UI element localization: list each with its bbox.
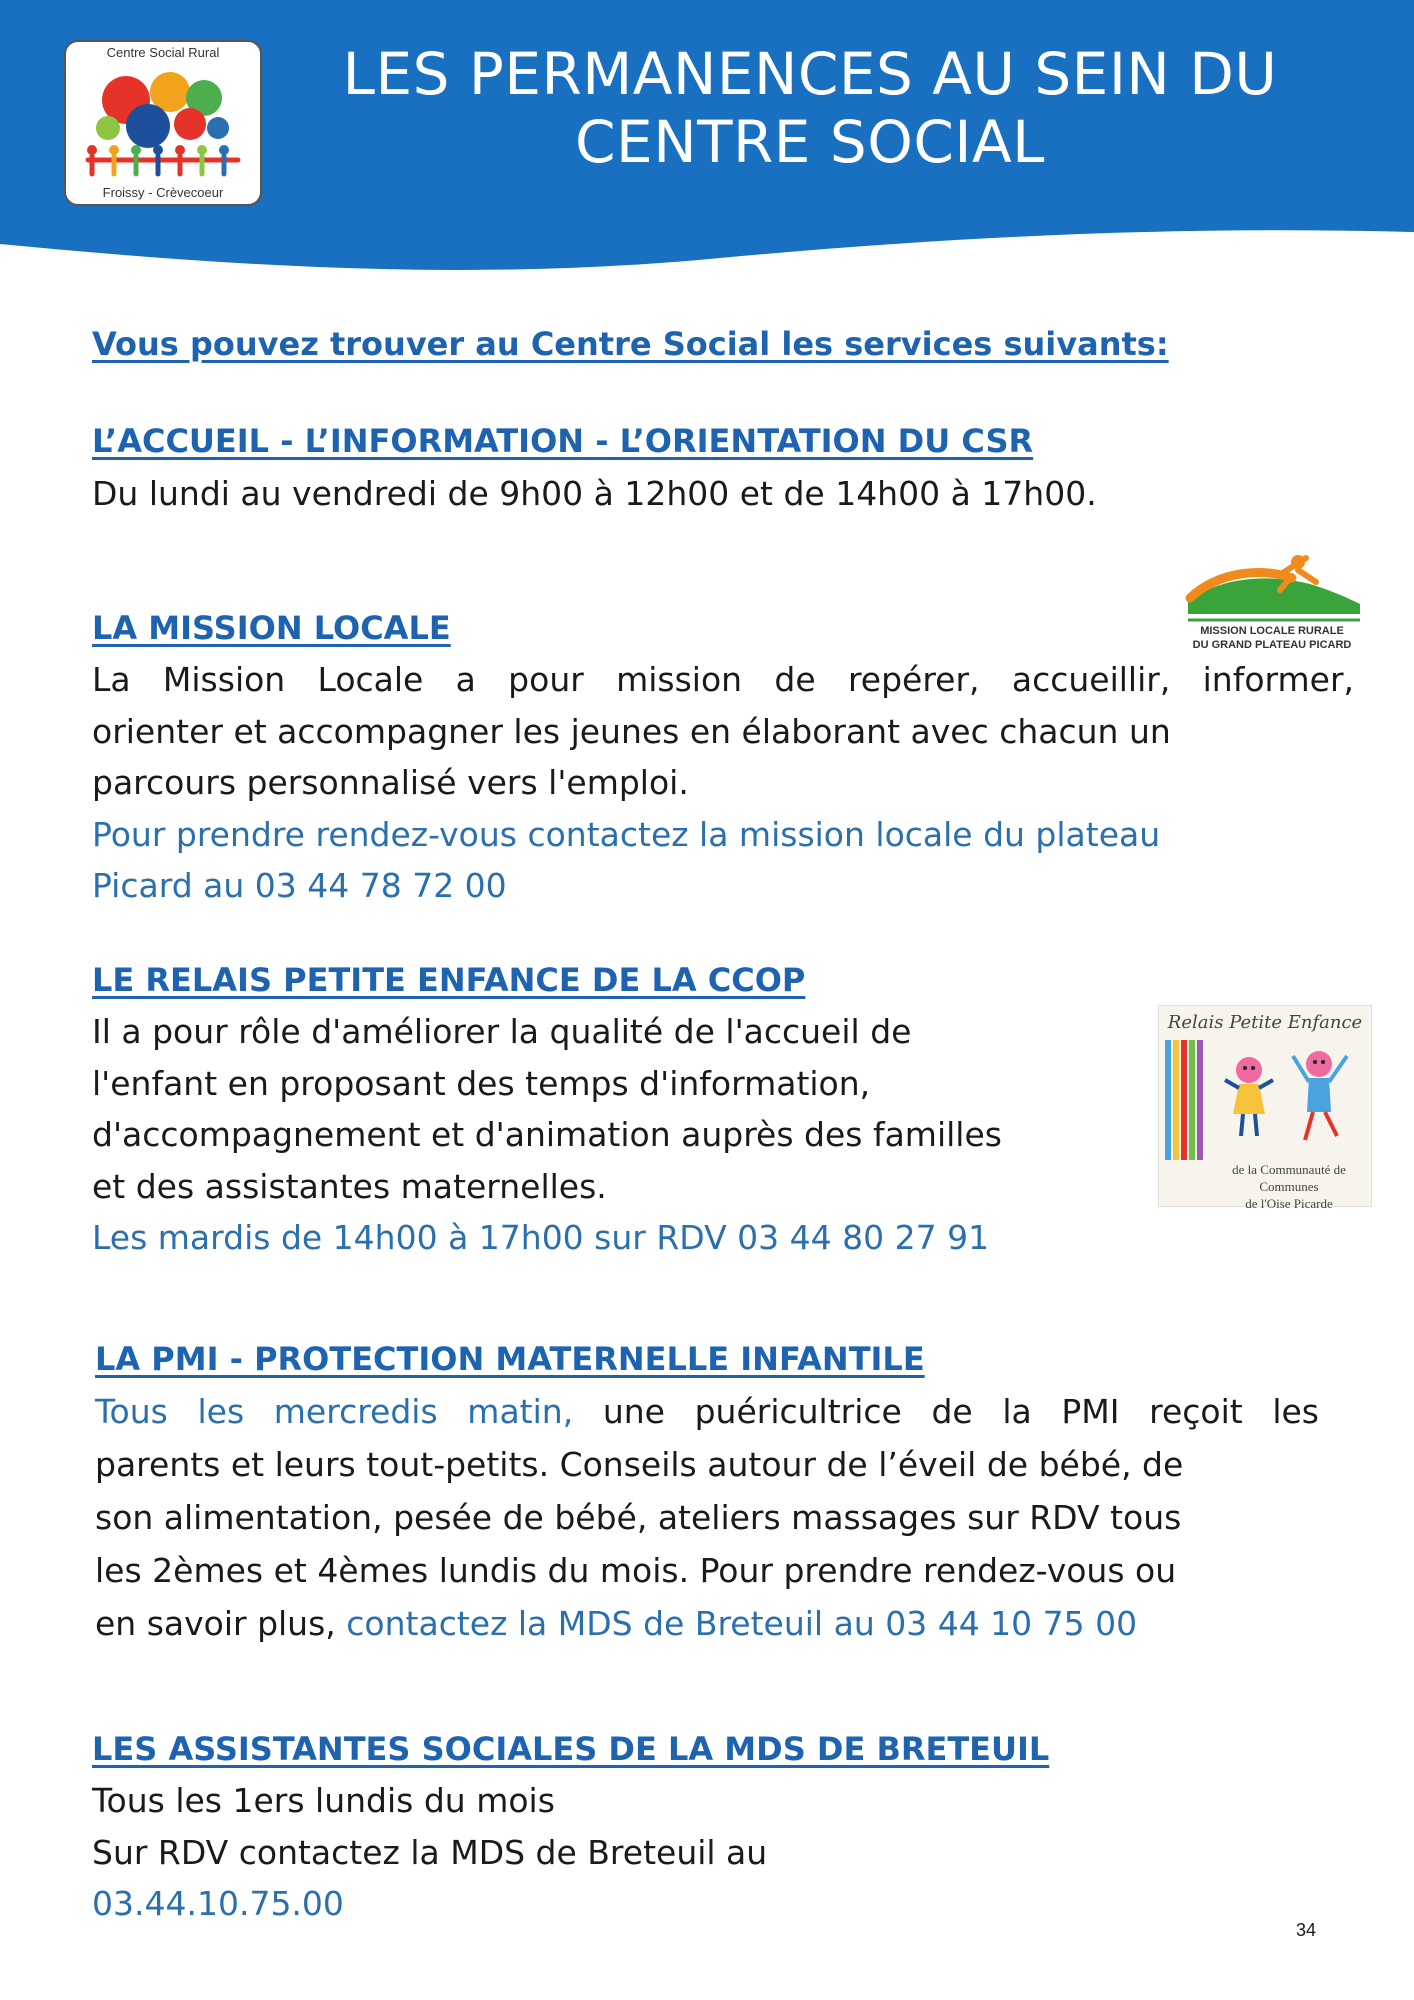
pmi-text	[95, 1385, 1319, 1650]
pmi-line-2: parents et leurs tout-petits. Conseils autour de l’éveil de bébé, de	[95, 1445, 1184, 1484]
centre-social-logo	[64, 40, 262, 206]
mission-locale-text	[92, 654, 1354, 912]
page-title-line-2: CENTRE SOCIAL	[575, 108, 1045, 176]
accueil-text	[92, 468, 1354, 520]
pmi-contact: contactez la MDS de Breteuil au 03 44 10 75 00	[346, 1604, 1138, 1643]
relais-logo-subtitle	[1209, 1161, 1369, 1212]
mission-locale-line-3: parcours personnalisé vers l'emploi.	[92, 763, 689, 802]
children-drawing-art	[1159, 1036, 1371, 1166]
page-number: 34	[1296, 1920, 1317, 1940]
assistantes-text	[92, 1775, 1354, 1930]
pmi-line-1-rest: une puéricultrice de la PMI reçoit les	[573, 1392, 1319, 1431]
pmi-line-5	[95, 1597, 1319, 1650]
accueil-heading: L’ACCUEIL - L’INFORMATION - L’ORIENTATION DU CSR	[92, 422, 1034, 460]
relais-petite-enfance-logo	[1158, 1005, 1372, 1211]
mission-locale-contact-line-2: Picard au 03 44 78 72 00	[92, 866, 507, 905]
intro-heading: Vous pouvez trouver au Centre Social les services suivants:	[92, 325, 1169, 363]
relais-line-1: Il a pour rôle d'améliorer la qualité de l'accueil de	[92, 1012, 912, 1051]
mission-locale-logo-text	[1180, 624, 1364, 652]
pmi-line-4: les 2èmes et 4èmes lundis du mois. Pour prendre rendez-vous ou	[95, 1551, 1177, 1590]
pmi-line-3: son alimentation, pesée de bébé, ateliers massages sur RDV tous	[95, 1498, 1182, 1537]
mission-locale-logo-line-1: MISSION LOCALE RURALE	[1200, 625, 1344, 637]
assistantes-heading: LES ASSISTANTES SOCIALES DE LA MDS DE BRETEUIL	[92, 1730, 1050, 1768]
relais-logo-sub-line-1: de la Communauté de Communes	[1232, 1162, 1346, 1194]
pmi-schedule: Tous les mercredis matin,	[95, 1392, 574, 1431]
hands-children-logo-art	[78, 64, 248, 180]
mission-locale-logo-art	[1180, 548, 1364, 624]
relais-line-3: d'accompagnement et d'animation auprès des familles	[92, 1115, 1002, 1154]
pmi-heading: LA PMI - PROTECTION MATERNELLE INFANTILE	[95, 1340, 925, 1378]
mission-locale-heading: LA MISSION LOCALE	[92, 609, 451, 647]
relais-line-4: et des assistantes maternelles.	[92, 1166, 607, 1206]
mission-locale-contact-line-1: Pour prendre rendez-vous contactez la mission locale du plateau	[92, 814, 1161, 854]
mission-locale-line-1: La Mission Locale a pour mission de repérer, accueillir, informer,	[92, 660, 1354, 699]
relais-line-2: l'enfant en proposant des temps d'information,	[92, 1063, 871, 1103]
relais-logo-sub-line-2: de l'Oise Picarde	[1245, 1196, 1333, 1211]
mission-locale-logo	[1180, 548, 1364, 660]
mission-locale-logo-line-2: DU GRAND PLATEAU PICARD	[1192, 639, 1352, 651]
logo-bottom-text: Froissy - Crèvecoeur	[102, 185, 224, 200]
accueil-line-1: Du lundi au vendredi de 9h00 à 12h00 et de 14h00 à 17h00.	[92, 474, 1097, 513]
pmi-last-line-start: en savoir plus,	[95, 1604, 347, 1643]
assistantes-line-2: Sur RDV contactez la MDS de Breteuil au	[92, 1832, 768, 1872]
relais-text	[92, 1006, 1132, 1264]
logo-top-text: Centre Social Rural	[106, 45, 220, 60]
relais-heading: LE RELAIS PETITE ENFANCE DE LA CCOP	[92, 961, 806, 999]
mission-locale-line-2: orienter et accompagner les jeunes en élaborant avec chacun un	[92, 711, 1171, 751]
pmi-line-1	[95, 1385, 1319, 1438]
relais-contact: Les mardis de 14h00 à 17h00 sur RDV 03 44 80 27 91	[92, 1218, 990, 1257]
assistantes-line-1: Tous les 1ers lundis du mois	[92, 1781, 555, 1820]
assistantes-phone: 03.44.10.75.00	[92, 1884, 344, 1923]
relais-logo-title: Relais Petite Enfance	[1167, 1012, 1363, 1033]
page-title	[300, 40, 1320, 176]
page-title-line-1: LES PERMANENCES AU SEIN DU	[342, 40, 1278, 108]
